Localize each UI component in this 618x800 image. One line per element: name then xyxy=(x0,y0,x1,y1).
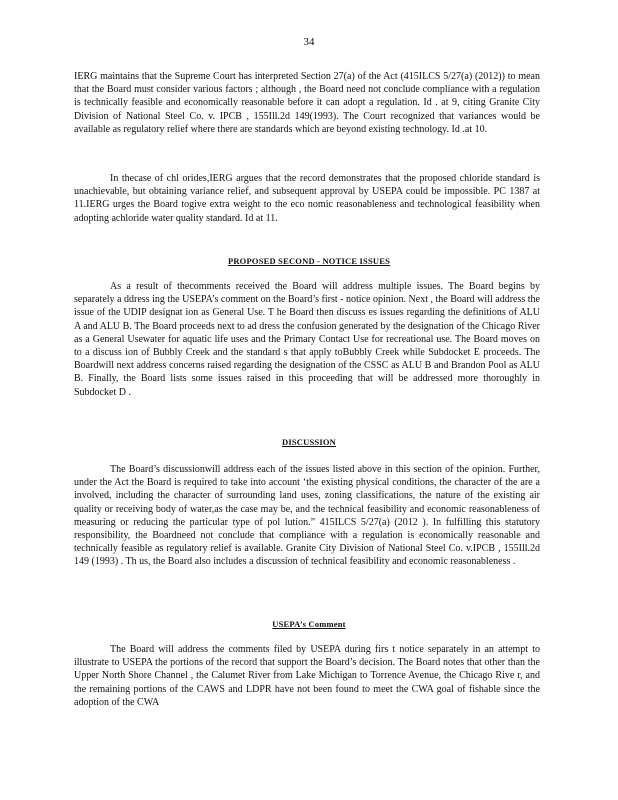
heading-usepa-comment: USEPA’s Comment xyxy=(272,619,346,629)
paragraph-issues-overview: As a result of thecomments received the Board will address multiple issues. The Board begins by separately a ddress ing the USEPA’s comment on the Board’s first - notice opinion. Next , the Board will address the issue of the UDIP designat ion as General Use. T he Board then discuss es issues regarding the definitions of ALU A and ALU B. The Board proceeds next to ad dress the confusion generated by the designation of the Chicago River as a General Usewater for aquatic life uses and the Primary Contact Use for recreational use. The Board moves on to a discuss ion of Bubbly Creek and the standard s that apply toBubbly Creek while Subdocket E proceeds. The Boardwill next address concerns raised regarding the designation of the CSSC as ALU B and Brandon Pool as ALU B. Finally, the Board lists some issues raised in this proceeding that will be addressed more thoroughly in Subdocket D . xyxy=(74,281,540,398)
heading-proposed-second-notice-issues: PROPOSED SECOND - NOTICE ISSUES xyxy=(227,256,391,266)
page-number: 34 xyxy=(303,36,315,48)
paragraph-ierg-supreme-court: IERG maintains that the Supreme Court has interpreted Section 27(a) of the Act (415ILCS 5/27(a) (2012)) to mean that the Board must consider various factors ; although , the Board need not conclude compliance with a regulation is technically feasible and economically reasonable before it can adopt a regulation. Id . at 9, citing Granite City Division of National Steel Co. v. IPCB , 155Ill.2d 149(1993). The Court recognized that variances would be available as regulatory relief where there are standards which are beyond existing technology. Id .at 10. xyxy=(74,71,540,135)
paragraph-usepa-comments: The Board will address the comments filed by USEPA during firs t notice separately in an attempt to illustrate to USEPA the portions of the record that support the Board’s decision. The Board notes that other than the Upper North Shore Channel , the Calumet River from Lake Michigan to Torrence Avenue, the Chicago Rive r, and the remaining portions of the CAWS and LDPR have not been found to meet the CWA goal of fishable since the adoption of the CWA xyxy=(74,644,540,708)
heading-discussion: DISCUSSION xyxy=(282,437,336,447)
paragraph-discussion: The Board’s discussionwill address each of the issues listed above in this section of the opinion. Further, under the Act the Board is required to take into account ‘the existing physical conditions, the character of the are a involved, including the character of surrounding land uses, zoning classifications, the nature of the existing air quality or receiving body of water,as the case may be, and the technical feasibility and economic reasonableness of measuring or reducing the particular type of pol lution.” 415ILCS 5/27(a) (2012 ). In fulfilling this statutory responsibility, the Boardneed not conclude that compliance with a regulation is economically reasonable and technically feasible as regulatory relief is available. Granite City Division of National Steel Co. v.IPCB , 155Ill.2d 149 (1993) . Th us, the Board also includes a discussion of technical feasibility and economic reasonableness . xyxy=(74,464,540,568)
paragraph-chlorides: In thecase of chl orides,IERG argues that the record demonstrates that the proposed chloride standard is unachievable, but obtaining variance relief, and subsequent approval by USEPA could be impossible. PC 1387 at 11.IERG urges the Board togive extra weight to the eco nomic reasonableness and technological feasibility when adopting achloride water quality standard. Id at 11. xyxy=(74,173,540,224)
